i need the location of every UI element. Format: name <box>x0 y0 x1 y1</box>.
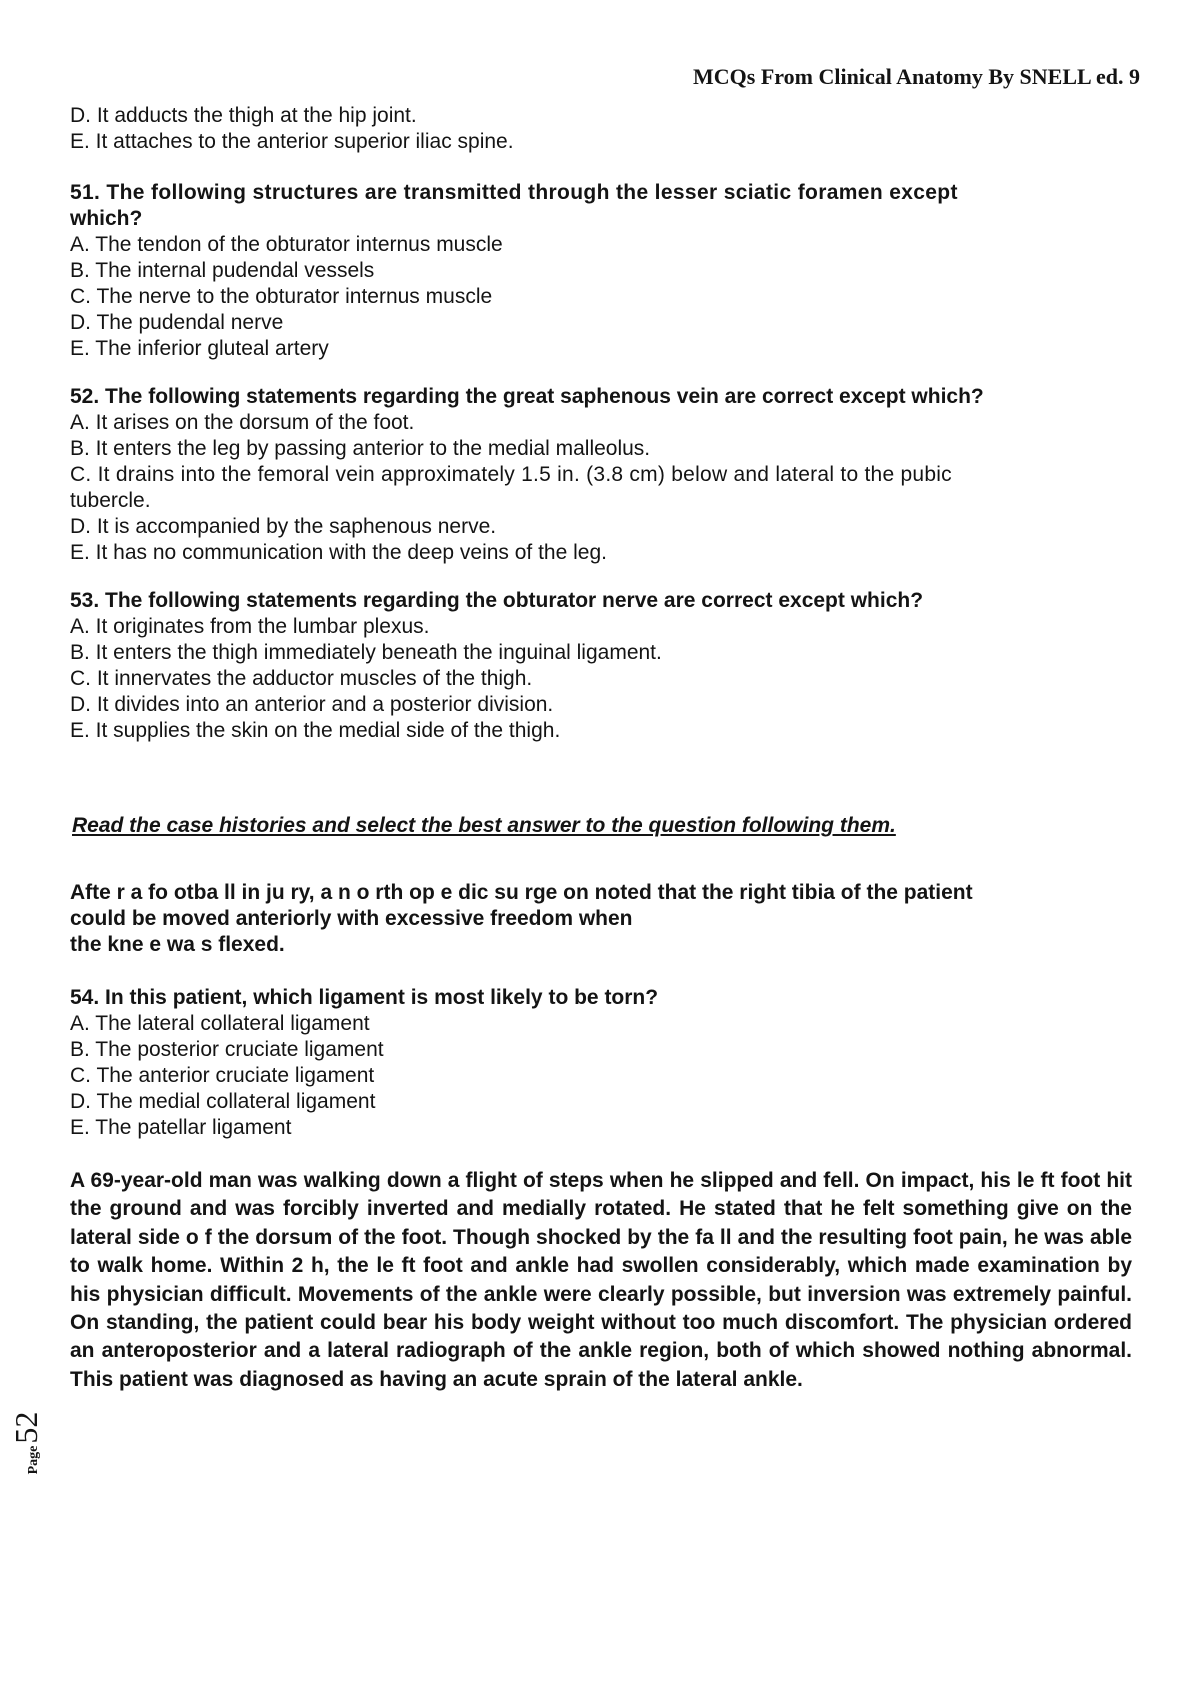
question-53-option-e: E. It supplies the skin on the medial side of the thigh. <box>70 719 561 742</box>
question-52-option-c: C. It drains into the femoral vein approximately 1.5 in. (3.8 cm) below and lateral to the pubic <box>70 463 952 486</box>
page-word: Page <box>26 1445 41 1475</box>
case-1-line-1: Afte r a fo otba ll in ju ry, a n o rth op e dic su rge on noted that the right tibia of the patient <box>70 881 973 904</box>
question-54-option-d: D. The medial collateral ligament <box>70 1090 376 1113</box>
question-54-option-e: E. The patellar ligament <box>70 1116 292 1139</box>
question-53-option-c: C. It innervates the adductor muscles of the thigh. <box>70 667 533 690</box>
question-51-option-b: B. The internal pudendal vessels <box>70 259 375 282</box>
option-d-prev: D. It adducts the thigh at the hip joint. <box>70 104 417 127</box>
page-number <box>8 1403 88 1483</box>
question-54-option-a: A. The lateral collateral ligament <box>70 1012 370 1035</box>
question-51-option-c: C. The nerve to the obturator internus muscle <box>70 285 493 308</box>
question-54-stem: 54. In this patient, which ligament is most likely to be torn? <box>70 986 659 1009</box>
option-e-prev: E. It attaches to the anterior superior iliac spine. <box>70 130 514 153</box>
question-52-option-d: D. It is accompanied by the saphenous nerve. <box>70 515 497 538</box>
question-52-stem: 52. The following statements regarding the great saphenous vein are correct except which? <box>70 385 984 408</box>
question-54-option-b: B. The posterior cruciate ligament <box>70 1038 384 1061</box>
question-51-option-d: D. The pudendal nerve <box>70 311 284 334</box>
case-1-line-2: could be moved anteriorly with excessive freedom when <box>70 907 633 930</box>
case-2-history: A 69-year-old man was walking down a flight of steps when he slipped and fell. On impact, his le ft foot hit the ground and was forcibly inverted and medially rotated. He stated that he felt something give on the lateral side o f the dorsum of the foot. Though shocked by the fa ll and the resulting foot pain, he was able to walk home. Within 2 h, the le ft foot and ankle had swollen considerably, which made examination by his physician difficult. Movements of the ankle were clearly possible, but inversion was extremely painful. On standing, the patient could bear his body weight without too much discomfort. The physician ordered an anteroposterior and a lateral radiograph of the ankle region, both of which showed nothing abnormal. This patient was diagnosed as having an acute sprain of the lateral ankle. <box>70 1169 1132 1391</box>
question-53-option-d: D. It divides into an anterior and a posterior division. <box>70 693 554 716</box>
question-51-option-e: E. The inferior gluteal artery <box>70 337 329 360</box>
question-51-stem: 51. The following structures are transmitted through the lesser sciatic foramen except <box>70 181 958 204</box>
question-54-option-c: C. The anterior cruciate ligament <box>70 1064 375 1087</box>
question-53-stem: 53. The following statements regarding the obturator nerve are correct except which? <box>70 589 924 612</box>
question-52-option-b: B. It enters the leg by passing anterior to the medial malleolus. <box>70 437 651 460</box>
case-1-line-3: the kne e wa s flexed. <box>70 933 285 956</box>
page-number-value: 52 <box>8 1411 44 1444</box>
question-52-option-c-cont: tubercle. <box>70 489 151 512</box>
case-instruction: Read the case histories and select the best answer to the question following them. <box>72 814 896 837</box>
question-53-option-b: B. It enters the thigh immediately beneath the inguinal ligament. <box>70 641 662 664</box>
question-53-option-a: A. It originates from the lumbar plexus. <box>70 615 430 638</box>
question-52-option-a: A. It arises on the dorsum of the foot. <box>70 411 415 434</box>
question-51-option-a: A. The tendon of the obturator internus muscle <box>70 233 503 256</box>
running-header: MCQs From Clinical Anatomy By SNELL ed. 9 <box>693 64 1140 89</box>
question-52-option-e: E. It has no communication with the deep veins of the leg. <box>70 541 607 564</box>
question-51-stem-cont: which? <box>70 207 143 230</box>
